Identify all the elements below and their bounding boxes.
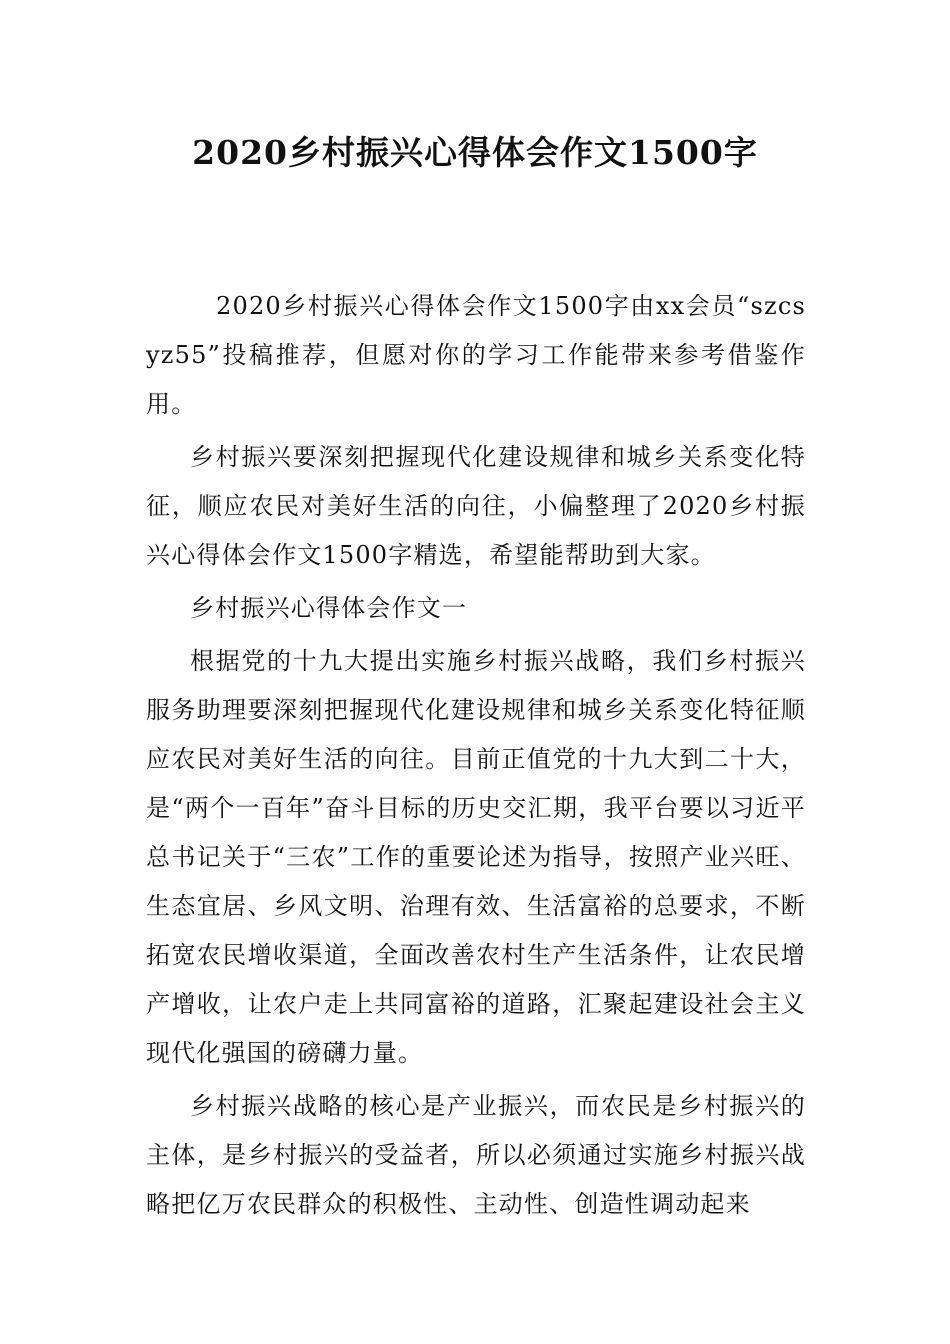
body-paragraph: 乡村振兴战略的核心是产业振兴，而农民是乡村振兴的主体，是乡村振兴的受益者，所以必须通过实施乡村振兴战略把亿万农民群众的积极性、主动性、创造性调动起来 bbox=[146, 1092, 806, 1218]
section-heading: 乡村振兴心得体会作文一 bbox=[190, 594, 468, 622]
document-title: 2020乡村振兴心得体会作文1500字 bbox=[192, 133, 758, 172]
intro-paragraph: 2020乡村振兴心得体会作文1500字由xx会员“szcsyz55”投稿推荐，但愿对你的学习工作能带来参考借鉴作用。 bbox=[146, 292, 806, 418]
document-body bbox=[146, 282, 806, 1229]
summary-paragraph: 乡村振兴要深刻把握现代化建设规律和城乡关系变化特征，顺应农民对美好生活的向往，小偏整理了2020乡村振兴心得体会作文1500字精选，希望能帮助到大家。 bbox=[146, 443, 806, 569]
body-paragraph: 根据党的十九大提出实施乡村振兴战略，我们乡村振兴服务助理要深刻把握现代化建设规律和城乡关系变化特征顺应农民对美好生活的向往。目前正值党的十九大到二十大，是“两个一百年”奋斗目标的历史交汇期，我平台要以习近平总书记关于“三农”工作的重要论述为指导，按照产业兴旺、生态宜居、乡风文明、治理有效、生活富裕的总要求，不断拓宽农民增收渠道，全面改善农村生产生活条件，让农民增产增收，让农户走上共同富裕的道路，汇聚起建设社会主义现代化强国的磅礴力量。 bbox=[146, 647, 806, 1067]
